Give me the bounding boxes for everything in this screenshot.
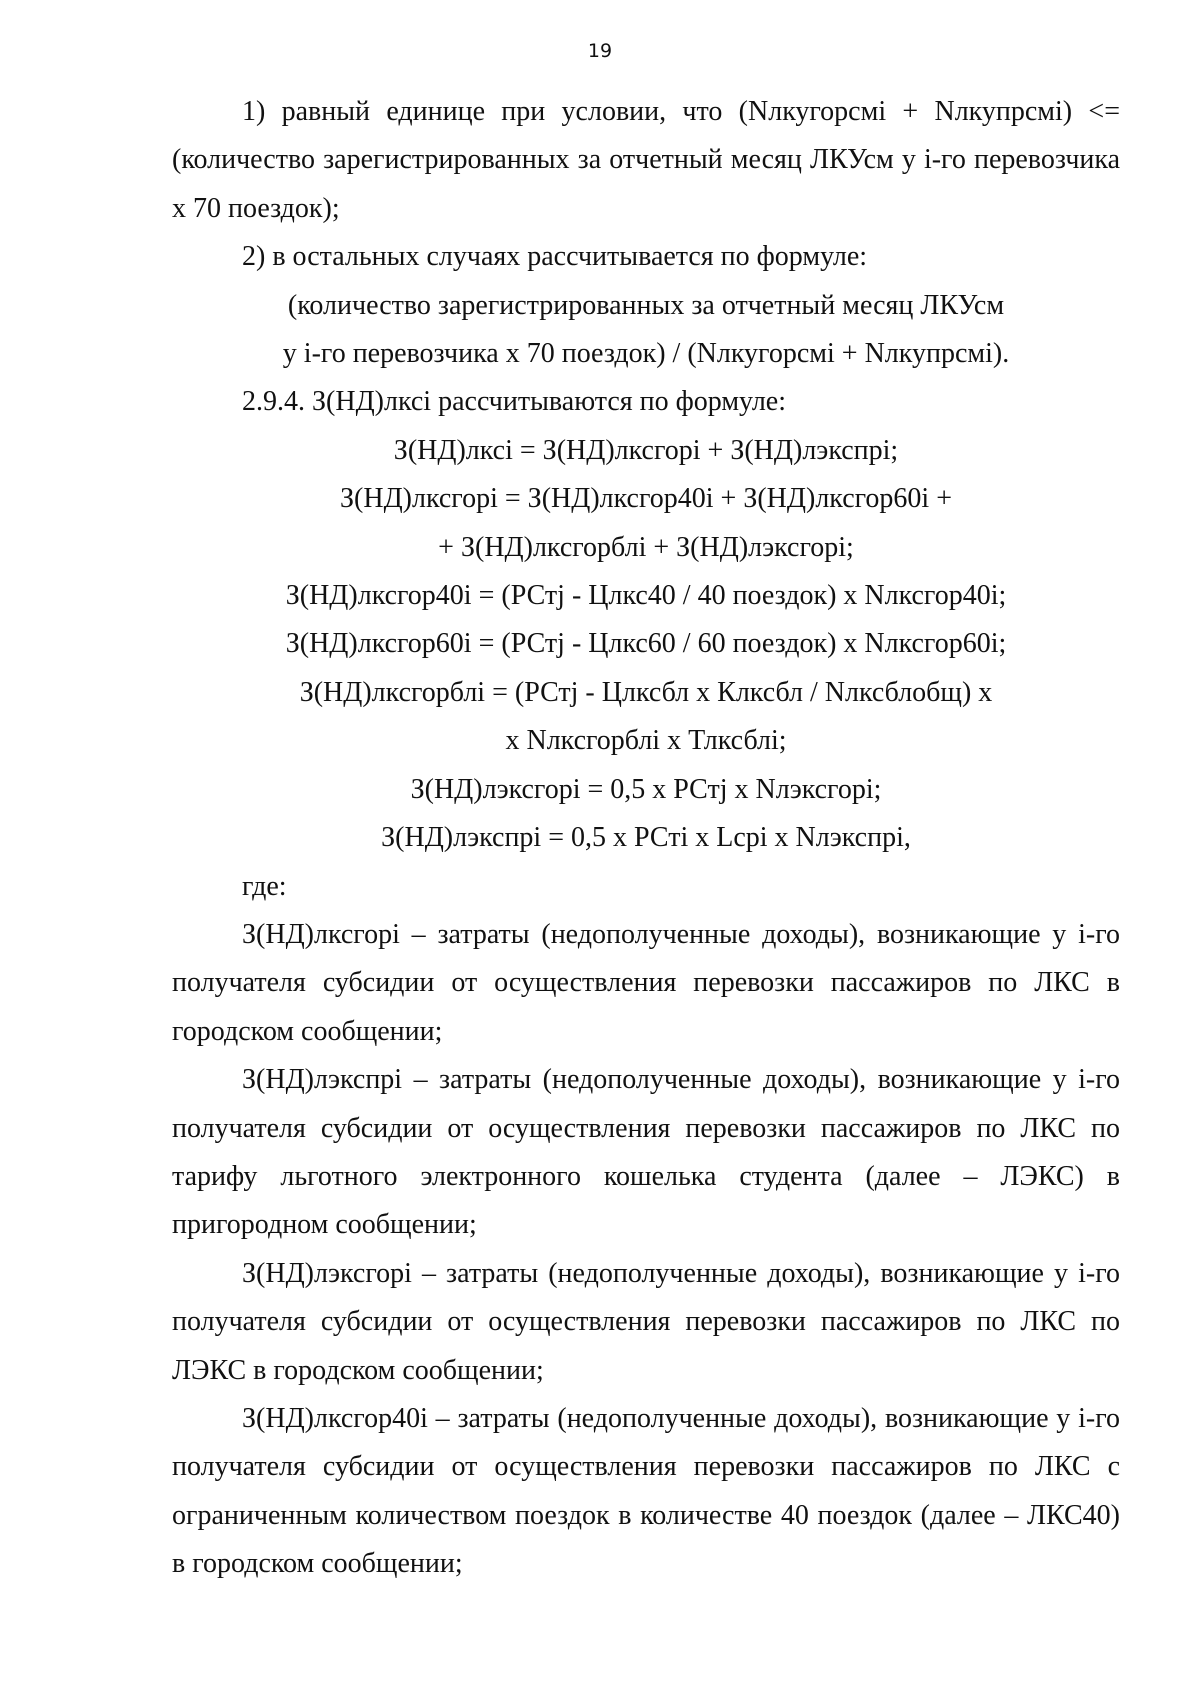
formula-lksgor60: З(НД)лксгор60i = (РСтj - Цлкс60 / 60 поездок) x Nлксгор60i; [285,628,1007,660]
definition-lksgor40: З(НД)лксгор40i – затраты (недополученные доходы), возникающие у i-го получателя субсидии от осуществления перевозки пассажиров по ЛКС с ограниченным количеством поездок в количестве 40 поездок (далее – ЛКС40) в городском сообщении; [172,1402,1120,1580]
definition-lexpr: З(НД)лэкспрi – затраты (недополученные доходы), возникающие у i-го получателя субсидии от осуществления перевозки пассажиров по ЛКС по тарифу льготного электронного кошелька студента (далее – ЛЭКС) в пригородном сообщении; [172,1064,1120,1241]
page-number: 19 [587,40,613,62]
formula-lksgor-line-1: З(НД)лксгорi = З(НД)лксгор40i + З(НД)лксгор60i + [340,483,952,515]
formula-lksgorbl-line-2: x Nлксгорблi x Тлксблi; [505,725,787,757]
formula-lksgor-line-2: + З(НД)лксгорблi + З(НД)лэксгорi; [438,531,854,563]
document-body [172,88,1120,1589]
paragraph-condition-2: 2) в остальных случаях рассчитывается по формуле: [242,241,868,273]
definition-lexgor: З(НД)лэксгорi – затраты (недополученные доходы), возникающие у i-го получателя субсидии от осуществления перевозки пассажиров по ЛКС по ЛЭКС в городском сообщении; [172,1257,1120,1386]
formula-lksgor40: З(НД)лксгор40i = (РСтj - Цлкс40 / 40 поездок) x Nлксгор40i; [285,580,1007,612]
formula-lexgor: З(НД)лэксгорi = 0,5 x РСтj x Nлэксгорi; [410,773,882,805]
definition-lksgor: З(НД)лксгорi – затраты (недополученные доходы), возникающие у i-го получателя субсидии от осуществления перевозки пассажиров по ЛКС в городском сообщении; [172,918,1120,1047]
formula-lksgorbl-line-1: З(НД)лксгорблi = (РСтj - Цлксбл x Клксбл / Nлксблобщ) x [299,676,993,708]
formula-lexpr: З(НД)лэкспрi = 0,5 x РСтi x Lсрi x Nлэкспрi, [381,822,911,854]
paragraph-condition-1: 1) равный единице при условии, что (Nлкугорсмi + Nлкупрсмi) <= (количество зарегистрированных за отчетный месяц ЛКУсм у i-го перевозчика x 70 поездок); [172,96,1120,224]
formula-ratio-line-2: у i-го перевозчика x 70 поездок) / (Nлкугорсмi + Nлкупрсмi). [282,338,1010,370]
formula-lks: З(НД)лксi = З(НД)лксгорi + З(НД)лэкспрi; [393,434,899,466]
where-label: где: [242,870,287,902]
section-2-9-4-heading: 2.9.4. З(НД)лксi рассчитываются по формуле: [242,386,787,418]
formula-ratio-line-1: (количество зарегистрированных за отчетный месяц ЛКУсм [287,289,1005,321]
